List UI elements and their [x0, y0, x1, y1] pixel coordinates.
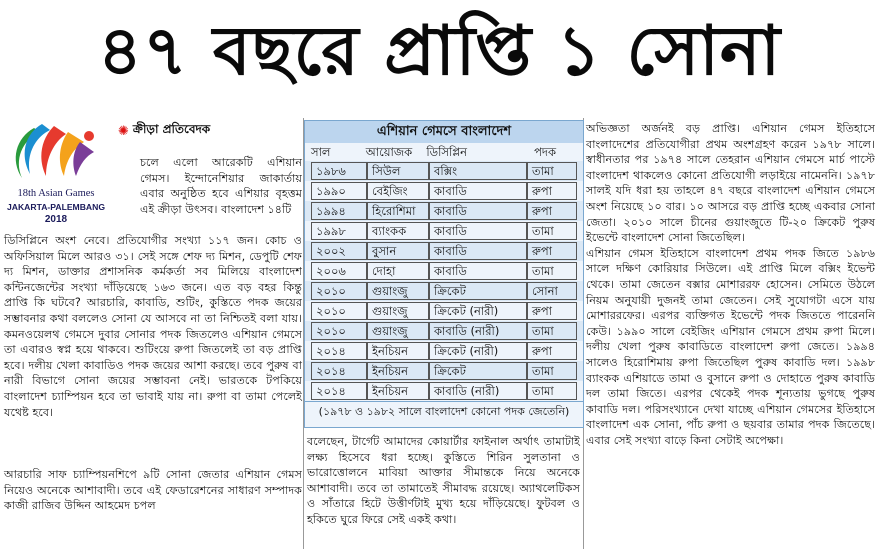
table-title: এশিয়ান গেমসে বাংলাদেশ: [305, 121, 583, 143]
cell-year: ১৯৮৬: [311, 162, 367, 180]
asian-games-emblem-icon: [4, 118, 108, 232]
cell-host: গুয়াংজু: [367, 282, 429, 300]
cell-year: ২০১০: [311, 302, 367, 320]
svg-text:2018: 2018: [44, 214, 68, 225]
cell-discipline: কাবাডি: [429, 222, 527, 240]
table-row: [305, 241, 583, 261]
right-paragraph-1: অভিজ্ঞতা অর্জনই বড় প্রাপ্তি। এশিয়ান গেমস ইতিহাসে বাংলাদেশের প্রতিযোগীরা প্রথম অংশগ্রহণ করেন ১৯৭৮ সালে। স্বাধীনতার পর ১৯৭৪ সালে তেহরান এশিয়ান গেমসে মার্চ পাস্টে বাংলাদেশ থাকলেও কোনো প্রতিযোগী লড়াইয়ে নামেননি। ১৯৭৮ সালই যদি ধরা হয় তাহলে ৪৭ বছরে বাংলাদেশ এশিয়ান গেমসে অংশ নিয়েছে ১০ বার। ১০ আসরে বড় প্রাপ্তি হচ্ছে একবার সোনা জেতা। ২০১০ সালে চীনের গুয়াংজুতে টি-২০ ক্রিকেট পুরুষ ইভেন্টে বাংলাদেশ সোনা জিতেছিল।: [586, 122, 875, 245]
table-note: (১৯৭৮ ও ১৯৮২ সালে বাংলাদেশ কোনো পদক জেতেনি): [305, 401, 583, 422]
table-row: [305, 341, 583, 361]
cell-discipline: বক্সিং: [429, 162, 527, 180]
byline-text: ক্রীড়া প্রতিবেদক: [132, 122, 211, 136]
table-row: [305, 201, 583, 221]
medal-table: [304, 120, 584, 428]
body-paragraph-left-2: আরচারি সাফ চ্যাম্পিয়নশিপে ৯টি সোনা জেতার এশিয়ান গেমস নিয়েও অনেকে আশাবাদী। তবে এই ফেডারেশনের সাধারণ সম্পাদক কাজী রাজিব উদ্দিন আহমেদ চপল: [4, 468, 302, 513]
cell-host: ব্যাংকক: [367, 222, 429, 240]
asian-games-logo: [4, 118, 108, 232]
cell-medal: তামা: [527, 382, 577, 400]
body-paragraph-left: ডিসিপ্লিনে অংশ নেবে। প্রতিযোগীর সংখ্যা ১১৭ জন। কোচ ও অফিসিয়াল মিলে আরও ৩১। সেই সঙ্গে শেফ দ্য মিশন, ডেপুটি শেফ দ্য মিশন, ডাক্তার প্রশাসনিক কর্মকর্তা সব মিলিয়ে বাংলাদেশ কন্টিনজেন্টের সংখ্যা দাঁড়িয়েছে ১৬৩ জনে। এত বড় বহর কিন্তু প্রাপ্তি কি ঘটবে? আরচারি, কাবাডি, শুটিং, কুস্তিতে পদক জয়ের সম্ভাবনার কথা বললেও সোনা যে আসবে না তা নিশ্চিতই বলা যায়। কমনওয়েলথ গেমসে দুবার সোনার পদক জিতলেও এশিয়ান গেমসে তা এবারও স্বপ্ন হয়ে থাকবে। শুটিংয়ে রুপা জিতলেই তা বড় প্রাপ্তি হবে। দলীয় খেলা কাবাডিও পদক জয়ের আশা করছে। তবে পুরুষ বা নারী বিভাগে সোনা জয়ের সম্ভাবনা নেই। ভারতকে টপকিয়ে বাংলাদেশ চ্যাম্পিয়ন হবে তা ভাবাই যায় না। রুপা বা তামা পেলেই যথেষ্ট হবে।: [4, 234, 302, 419]
cell-medal: রুপা: [527, 182, 577, 200]
intro-paragraph: চলে এলো আরেকটি এশিয়ান গেমস। ইন্দোনেশিয়ার জাকার্তায় এবার অনুষ্ঠিত হবে এশিয়ার বৃহত্তম এই ক্রীড়া উৎসব। বাংলাদেশ ১৪টি: [140, 156, 302, 216]
table-row: [305, 361, 583, 381]
header-medal: পদক: [534, 145, 557, 159]
header-host: আয়োজক: [365, 145, 413, 159]
cell-year: ২০১০: [311, 322, 367, 340]
cell-discipline: কাবাডি (নারী): [429, 322, 527, 340]
header-year: সাল: [311, 145, 331, 159]
table-row: [305, 321, 583, 341]
byline: [118, 121, 210, 141]
svg-text:JAKARTA-PALEMBANG: JAKARTA-PALEMBANG: [6, 202, 106, 212]
cell-discipline: ক্রিকেট: [429, 282, 527, 300]
table-body: [305, 161, 583, 401]
cell-medal: রুপা: [527, 342, 577, 360]
cell-discipline: কাবাডি: [429, 262, 527, 280]
cell-host: হিরোশিমা: [367, 202, 429, 220]
table-row: [305, 381, 583, 401]
cell-discipline: কাবাডি: [429, 242, 527, 260]
sun-bullet-icon: ✺: [118, 123, 129, 139]
right-paragraph-2: এশিয়ান গেমস ইতিহাসে বাংলাদেশ প্রথম পদক জিতে ১৯৮৬ সালে দক্ষিণ কোরিয়ার সিউলে। এই প্রাপ্তি মিলে বক্সিং ইভেন্ট থেকে। তামা জেতেন বক্সার মোশাররফ হোসেন। সেমিতে উঠলে নিয়ম অনুযায়ী দুজনই তামা জেতেন। সেই সুযোগটা এসে যায় মোশাররফের। এরপর ব্যক্তিগত ইভেন্টে পদক জিততে পারেননি কেউ। ১৯৯০ সালে বেইজিং এশিয়ান গেমসে প্রথম রুপা মিলে। দলীয় খেলা পুরুষ কাবাডিতে বাংলাদেশ রুপা জেতে। ১৯৯৪ সালেও হিরোশিমায় রুপা জিতেছিল পুরুষ কাবাডি দল। ১৯৯৮ ব্যাংকক এশিয়াডে তামা ও বুসানে রুপা ও দোহাতে পুরুষ কাবাডি দল তামা জিতে। এরপর থেকেই পদক শূন্যতায় ভুগছে পুরুষ কাবাডি দল। পরিসংখ্যানে দেখা যাচ্ছে এশিয়ান গেমসের ইতিহাসে বাংলাদেশ এক সোনা, পাঁচ রুপা ও ছয়বার তামার পদক জিতেছে। এবার সেই সংখ্যা বাড়ে কিনা সেটাই অপেক্ষা।: [586, 246, 875, 447]
cell-host: বুসান: [367, 242, 429, 260]
cell-year: ২০১৪: [311, 382, 367, 400]
cell-host: সিউল: [367, 162, 429, 180]
table-row: [305, 161, 583, 181]
cell-discipline: ক্রিকেট: [429, 362, 527, 380]
cell-year: ১৯৯০: [311, 182, 367, 200]
table-row: [305, 301, 583, 321]
cell-year: ২০১৪: [311, 362, 367, 380]
headline: ৪৭ বছরে প্রাপ্তি ১ সোনা: [97, 12, 782, 91]
cell-year: ১৯৯৪: [311, 202, 367, 220]
cell-medal: তামা: [527, 362, 577, 380]
svg-text:18th Asian Games: 18th Asian Games: [17, 188, 95, 199]
cell-year: ১৯৯৮: [311, 222, 367, 240]
cell-host: দোহা: [367, 262, 429, 280]
table-row: [305, 281, 583, 301]
cell-discipline: কাবাডি: [429, 182, 527, 200]
table-header: [305, 143, 583, 161]
body-paragraph-middle: বলেছেন, টার্গেট আমাদের কোয়ার্টার ফাইনাল অর্থাৎ তামাটাই লক্ষ্য হিসেবে ধরা হচ্ছে। কুস্তিতে শিরিন সুলতানা ও ভারোত্তোলনে মাবিয়া আক্তার সীমান্তকে নিয়ে অনেকে আশাবাদী। তবে তা তামাতেই সীমাবদ্ধ রয়েছে। অ্যাথলেটিকস ও সাঁতারে হিটে উত্তীর্ণটাই মুখ্য হয়ে দাঁড়িয়েছে। ফুটবল ও হকিতে ঘুরে ফিরে সেই একই কথা।: [307, 435, 580, 526]
cell-discipline: কাবাডি (নারী): [429, 382, 527, 400]
cell-host: ইনচিয়ন: [367, 342, 429, 360]
cell-medal: তামা: [527, 222, 577, 240]
body-paragraph-right: [586, 121, 875, 448]
cell-medal: তামা: [527, 262, 577, 280]
cell-medal: তামা: [527, 322, 577, 340]
cell-year: ২০০২: [311, 242, 367, 260]
cell-medal: সোনা: [527, 282, 577, 300]
header-discipline: ডিসিপ্লিন: [426, 145, 467, 159]
cell-host: গুয়াংজু: [367, 322, 429, 340]
cell-medal: রুপা: [527, 302, 577, 320]
cell-discipline: ক্রিকেট (নারী): [429, 302, 527, 320]
cell-host: বেইজিং: [367, 182, 429, 200]
cell-medal: তামা: [527, 162, 577, 180]
table-row: [305, 221, 583, 241]
cell-year: ২০১০: [311, 282, 367, 300]
table-row: [305, 181, 583, 201]
cell-year: ২০১৪: [311, 342, 367, 360]
table-row: [305, 261, 583, 281]
cell-discipline: ক্রিকেট (নারী): [429, 342, 527, 360]
cell-host: ইনচিয়ন: [367, 362, 429, 380]
cell-discipline: কাবাডি: [429, 202, 527, 220]
cell-host: গুয়াংজু: [367, 302, 429, 320]
cell-medal: রুপা: [527, 242, 577, 260]
cell-medal: রুপা: [527, 202, 577, 220]
cell-year: ২০০৬: [311, 262, 367, 280]
cell-host: ইনচিয়ন: [367, 382, 429, 400]
